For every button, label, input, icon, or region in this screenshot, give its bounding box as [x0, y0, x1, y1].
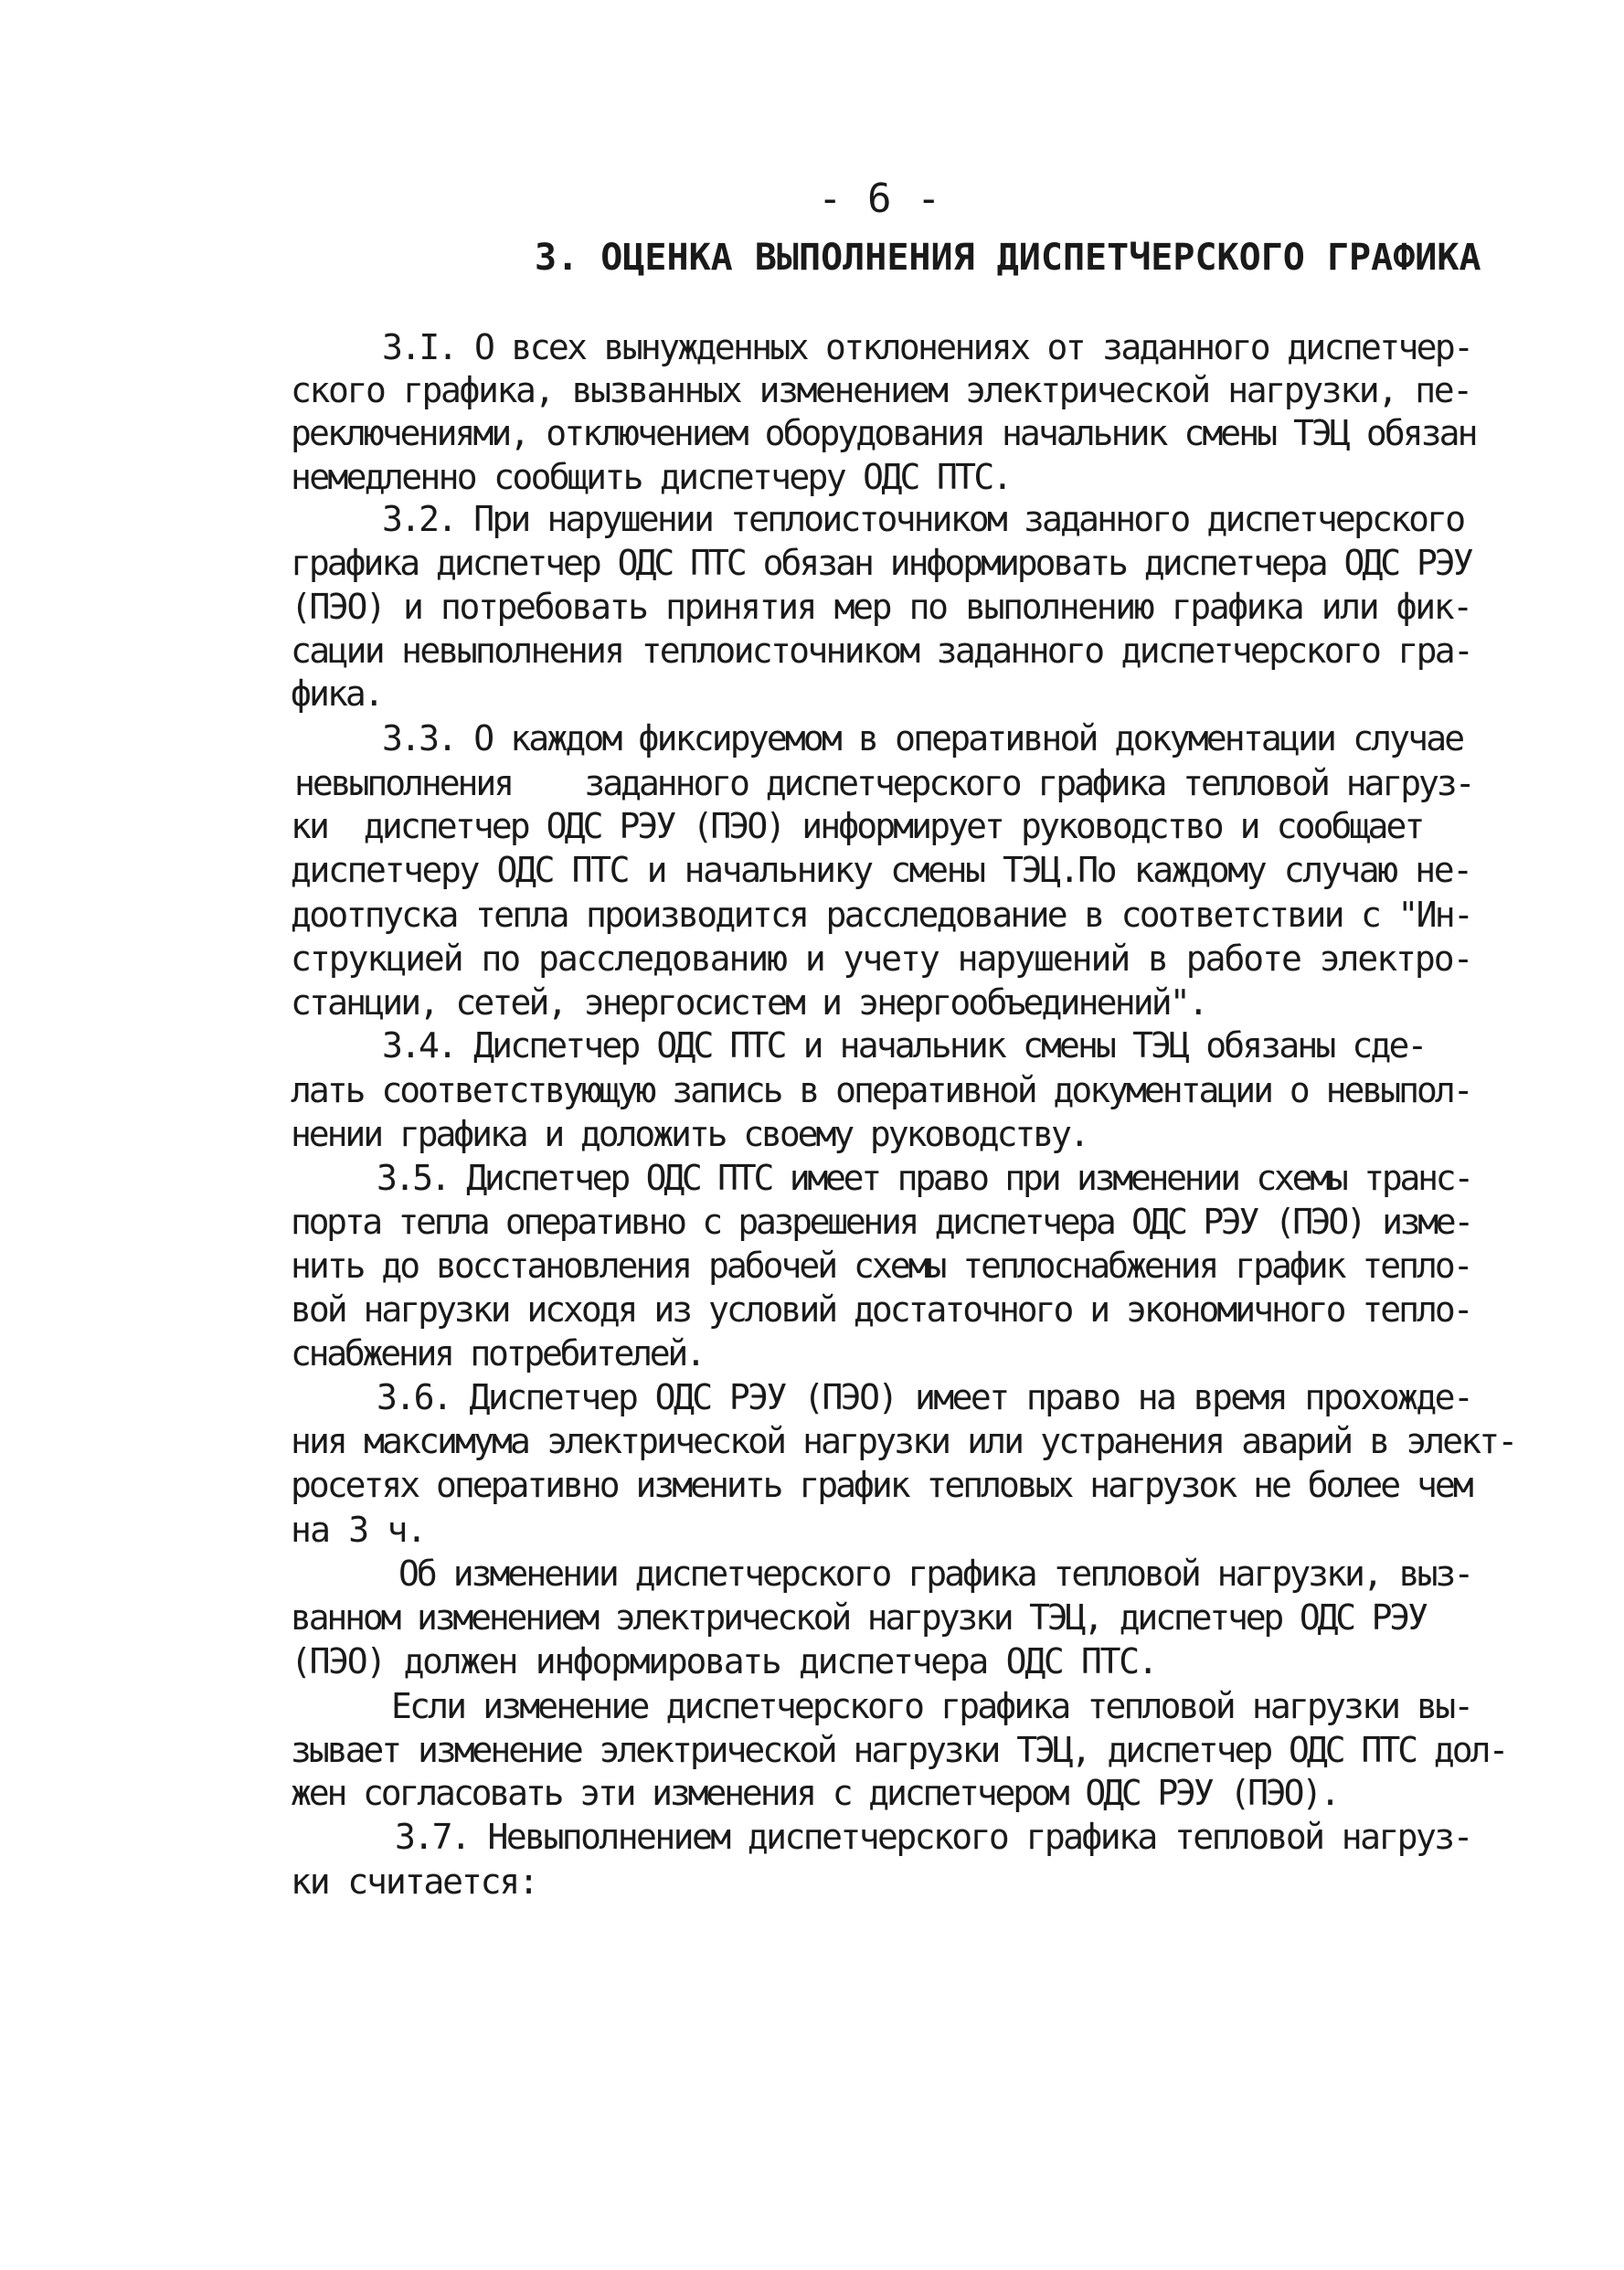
text-line-35: 3.7. Невыполнением диспетчерского графика тепловой нагруз- [395, 1817, 1471, 1857]
text-line-7: (ПЭО) и потребовать принятия мер по выполнению графика или фик- [291, 587, 1471, 627]
text-line-16: станции, сетей, энергосистем и энергообъединений". [291, 982, 1206, 1023]
text-line-11: невыполнения заданного диспетчерского графика тепловой нагруз- [294, 763, 1473, 803]
text-line-9: фика. [291, 674, 382, 714]
text-line-17: 3.4. Диспетчер ОДС ПТС и начальник смены ТЭЦ обязаны сде- [382, 1025, 1426, 1066]
text-line-12: ки диспетчер ОДС РЭУ (ПЭО) информирует руководство и сообщает [291, 806, 1423, 846]
text-line-25: 3.6. Диспетчер ОДС РЭУ (ПЭО) имеет право на время прохожде- [377, 1377, 1472, 1417]
text-line-32: Если изменение диспетчерского графика тепловой нагрузки вы- [391, 1686, 1472, 1726]
page-number: - 6 - [818, 175, 941, 222]
text-line-24: снабжения потребителей. [291, 1333, 704, 1374]
text-line-21: порта тепла оперативно с разрешения диспетчера ОДС РЭУ (ПЭО) изме- [291, 1202, 1471, 1242]
text-line-13: диспетчеру ОДС ПТС и начальнику смены ТЭЦ.По каждому случаю не- [291, 850, 1471, 890]
text-line-15: струкцией по расследованию и учету нарушений в работе электро- [291, 939, 1472, 979]
text-line-33: зывает изменение электрической нагрузки ТЭЦ, диспетчер ОДС ПТС дол- [291, 1730, 1507, 1770]
text-line-14: доотпуска тепла производится расследование в соответствии с "Ин- [291, 895, 1472, 935]
section-heading: 3. ОЦЕНКА ВЫПОЛНЕНИЯ ДИСПЕТЧЕРСКОГО ГРАФИКА [535, 237, 1481, 279]
text-line-10: 3.3. О каждом фиксируемом в оперативной документации случае [382, 718, 1463, 758]
text-line-4: немедленно сообщить диспетчеру ОДС ПТС. [291, 457, 1011, 497]
text-line-2: ского графика, вызванных изменением электрической нагрузки, пе- [291, 370, 1471, 410]
text-line-19: нении графика и доложить своему руководству. [291, 1114, 1088, 1154]
text-line-26: ния максимума электрической нагрузки или устранения аварий в элект- [291, 1421, 1516, 1461]
text-line-34: жен согласовать эти изменения с диспетчером ОДС РЭУ (ПЭО). [291, 1773, 1338, 1813]
text-line-36: ки считается: [291, 1862, 537, 1902]
text-line-23: вой нагрузки исходя из условий достаточного и экономичного тепло- [291, 1289, 1471, 1330]
text-line-30: ванном изменением электрической нагрузки ТЭЦ, диспетчер ОДС РЭУ [291, 1597, 1426, 1638]
text-line-5: 3.2. При нарушении теплоисточником заданного диспетчерского [382, 499, 1464, 539]
text-line-8: сации невыполнения теплоисточником заданного диспетчерского гра- [291, 631, 1472, 671]
text-line-6: графика диспетчер ОДС ПТС обязан информировать диспетчера ОДС РЭУ [291, 543, 1471, 583]
text-line-31: (ПЭО) должен информировать диспетчера ОДС ПТС. [291, 1641, 1157, 1681]
text-line-3: реключениями, отключением оборудования начальник смены ТЭЦ обязан [291, 413, 1476, 453]
text-line-28: на 3 ч. [291, 1510, 426, 1550]
text-line-29: Об изменении диспетчерского графика тепловой нагрузки, выз- [398, 1554, 1472, 1594]
text-line-27: росетях оперативно изменить график тепловых нагрузок не более чем [291, 1465, 1471, 1505]
text-line-22: нить до восстановления рабочей схемы теплоснабжения график тепло- [291, 1246, 1471, 1286]
text-line-18: лать соответствующую запись в оперативной документации о невыпол- [291, 1070, 1471, 1110]
text-line-1: 3.I. О всех вынужденных отклонениях от заданного диспетчер- [382, 327, 1472, 367]
text-line-20: 3.5. Диспетчер ОДС ПТС имеет право при изменении схемы транс- [377, 1158, 1472, 1198]
